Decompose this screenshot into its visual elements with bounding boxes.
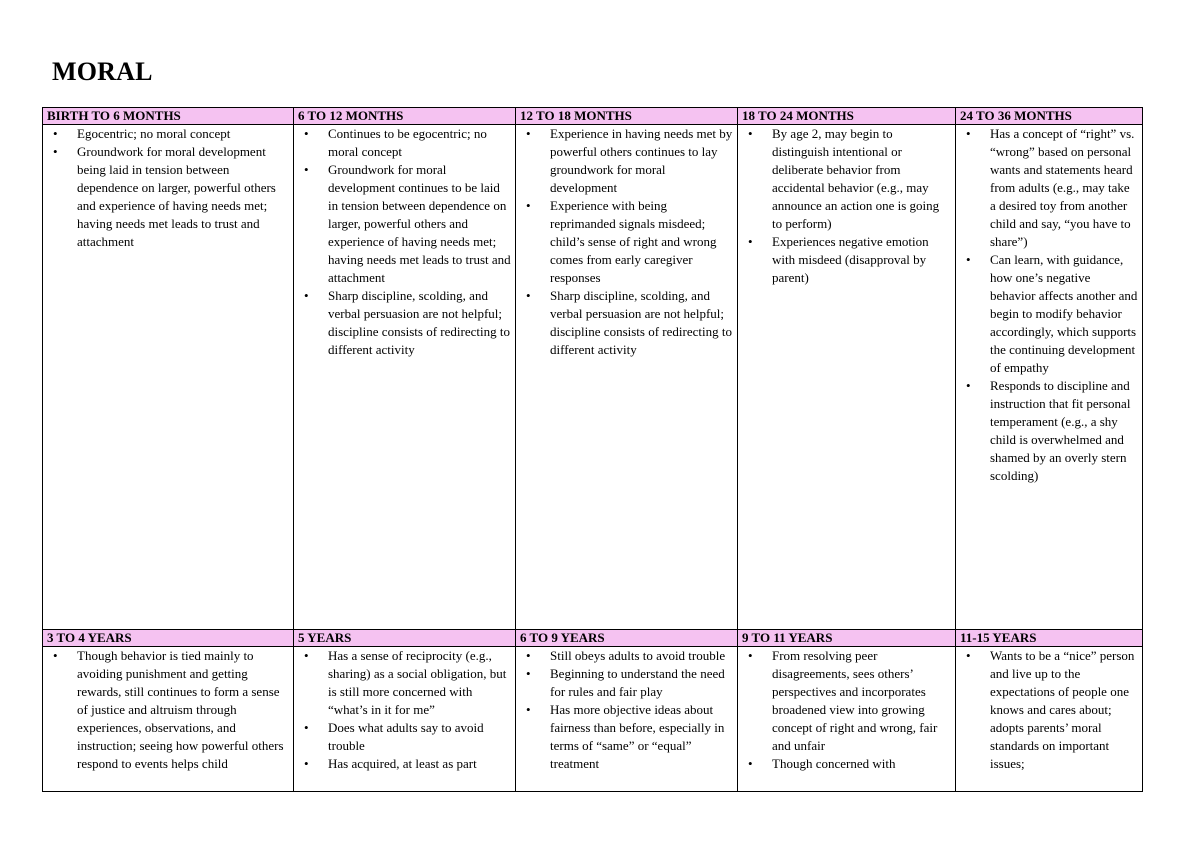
cell-6-9yr: [516, 647, 738, 792]
bullet-list: [298, 125, 511, 359]
bullet-list: [520, 125, 733, 359]
page-title: MORAL: [52, 57, 153, 86]
cell-24-36mo: [956, 125, 1143, 630]
cell-18-24mo: [738, 125, 956, 630]
bullet-item: • Continues to be egocentric; no moral concept: [298, 125, 511, 161]
bullet-item: • Responds to discipline and instruction that fit personal temperament (e.g., a shy child is overwhelmed and shamed by an overly stern scolding): [960, 377, 1138, 485]
cell-5yr: [294, 647, 516, 792]
bullet-list: [47, 125, 289, 251]
header-row-2: [43, 630, 1143, 647]
cell-11-15yr: [956, 647, 1143, 792]
bullet-item: • Still obeys adults to avoid trouble: [520, 647, 733, 665]
content-row-1: [43, 125, 1143, 630]
bullet-item: • From resolving peer disagreements, sees others’ perspectives and incorporates broadened view into growing concept of right and wrong, fair and unfair: [742, 647, 951, 755]
bullet-list: [520, 647, 733, 773]
bullet-item: • Experiences negative emotion with misdeed (disapproval by parent): [742, 233, 951, 287]
bullet-item: • Groundwork for moral development being laid in tension between dependence on larger, powerful others and experience of having needs met; having needs met leads to trust and attachment: [47, 143, 289, 251]
col-header-5yr: 5 YEARS: [294, 630, 516, 647]
bullet-item: • Does what adults say to avoid trouble: [298, 719, 511, 755]
bullet-list: [742, 647, 951, 773]
content-row-2: [43, 647, 1143, 792]
moral-development-table: [42, 107, 1143, 792]
bullet-list: [47, 647, 289, 773]
col-header-6-12mo: 6 TO 12 MONTHS: [294, 108, 516, 125]
bullet-item: • Experience in having needs met by powerful others continues to lay groundwork for moral development: [520, 125, 733, 197]
bullet-item: • Has more objective ideas about fairness than before, especially in terms of “same” or “equal” treatment: [520, 701, 733, 773]
col-header-18-24mo: 18 TO 24 MONTHS: [738, 108, 956, 125]
col-header-3-4yr: 3 TO 4 YEARS: [43, 630, 294, 647]
bullet-item: • Beginning to understand the need for rules and fair play: [520, 665, 733, 701]
bullet-item: • Has a sense of reciprocity (e.g., sharing) as a social obligation, but is still more concerned with “what’s in it for me”: [298, 647, 511, 719]
cell-12-18mo: [516, 125, 738, 630]
header-row-1: [43, 108, 1143, 125]
bullet-list: [960, 647, 1138, 773]
bullet-item: • Has a concept of “right” vs. “wrong” based on personal wants and statements heard from adults (e.g., may take a desired toy from another child and say, “you have to share”): [960, 125, 1138, 251]
bullet-item: • Though concerned with: [742, 755, 951, 773]
col-header-6-9yr: 6 TO 9 YEARS: [516, 630, 738, 647]
bullet-item: • Can learn, with guidance, how one’s negative behavior affects another and begin to modify behavior accordingly, which supports the continuing development of empathy: [960, 251, 1138, 377]
cell-3-4yr: [43, 647, 294, 792]
col-header-9-11yr: 9 TO 11 YEARS: [738, 630, 956, 647]
bullet-item: • Wants to be a “nice” person and live up to the expectations of people one knows and cares about; adopts parents’ moral standards on important issues;: [960, 647, 1138, 773]
bullet-item: • Though behavior is tied mainly to avoiding punishment and getting rewards, still continues to form a sense of justice and altruism through experiences, observations, and instruction; seeing how powerful others respond to events helps child: [47, 647, 289, 773]
col-header-24-36mo: 24 TO 36 MONTHS: [956, 108, 1143, 125]
bullet-item: • Has acquired, at least as part: [298, 755, 511, 773]
bullet-item: • Egocentric; no moral concept: [47, 125, 289, 143]
bullet-item: • Experience with being reprimanded signals misdeed; child’s sense of right and wrong comes from early caregiver responses: [520, 197, 733, 287]
cell-6-12mo: [294, 125, 516, 630]
col-header-11-15yr: 11-15 YEARS: [956, 630, 1143, 647]
bullet-list: [960, 125, 1138, 485]
col-header-12-18mo: 12 TO 18 MONTHS: [516, 108, 738, 125]
col-header-birth-6mo: BIRTH TO 6 MONTHS: [43, 108, 294, 125]
bullet-item: • Sharp discipline, scolding, and verbal persuasion are not helpful; discipline consists of redirecting to different activity: [520, 287, 733, 359]
bullet-item: • By age 2, may begin to distinguish intentional or deliberate behavior from accidental behavior (e.g., may announce an action one is going to perform): [742, 125, 951, 233]
bullet-list: [742, 125, 951, 287]
cell-birth-6mo: [43, 125, 294, 630]
bullet-list: [298, 647, 511, 773]
cell-9-11yr: [738, 647, 956, 792]
bullet-item: • Sharp discipline, scolding, and verbal persuasion are not helpful; discipline consists of redirecting to different activity: [298, 287, 511, 359]
bullet-item: • Groundwork for moral development continues to be laid in tension between dependence on larger, powerful others and experience of having needs met; having needs met leads to trust and attachment: [298, 161, 511, 287]
